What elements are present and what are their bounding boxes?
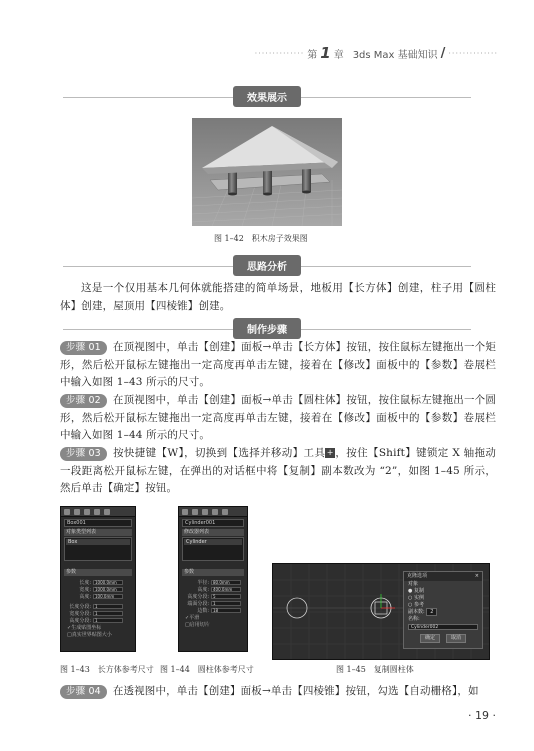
param-row: [61, 579, 135, 586]
box-params: [61, 579, 135, 638]
figure-caption-43: 图 1–43 长方体参考尺寸: [60, 665, 154, 674]
param-row: [179, 579, 247, 586]
param-field[interactable]: 1: [93, 611, 123, 616]
step-03-text-b: ，按住【Shift】键锁定 X 轴拖动一段距离松开鼠标左键，在弹出的对话框中将【复制】副本数改为 “2”，如图 1–45 所示，然后单击【确定】按钮。: [60, 447, 497, 494]
hierarchy-tab-icon[interactable]: [84, 509, 90, 515]
box-command-panel: [60, 506, 136, 652]
close-icon[interactable]: ×: [474, 573, 479, 579]
create-tab-icon[interactable]: [64, 509, 70, 515]
param-field[interactable]: 18: [211, 608, 241, 613]
param-label: 高度分段:: [187, 594, 209, 600]
motion-tab-icon[interactable]: [94, 509, 100, 515]
panel-toolbar: [179, 507, 247, 517]
param-label: 长度分段:: [69, 604, 91, 610]
modifier-list-header[interactable]: 对象类型列表: [64, 529, 132, 536]
dialog-title-bar: [404, 572, 482, 581]
param-label: 宽度:: [79, 587, 91, 593]
step-04-badge: 步骤 04: [60, 685, 107, 699]
figure-caption-44: 图 1–44 圆柱体参考尺寸: [160, 665, 254, 674]
modifier-stack[interactable]: [182, 537, 244, 561]
motion-tab-icon[interactable]: [212, 509, 218, 515]
param-field[interactable]: 1000.0mm: [93, 587, 123, 592]
figure-caption-42: 图 1–42 积木房子效果图: [214, 234, 308, 243]
param-label: 长度:: [79, 580, 91, 586]
param-label: 边数:: [197, 608, 209, 614]
chapter-title: 3ds Max 基础知识: [352, 49, 438, 61]
clone-name-input[interactable]: Cylinder002: [408, 624, 478, 630]
hierarchy-tab-icon[interactable]: [202, 509, 208, 515]
params-rollout-header[interactable]: 参数: [64, 569, 132, 576]
param-label: 半径:: [197, 580, 209, 586]
params-rollout-header[interactable]: 参数: [182, 569, 244, 576]
param-row: [61, 603, 135, 610]
page-number: · 19 ·: [468, 709, 496, 722]
checkbox-row[interactable]: ✓ 平滑: [185, 614, 200, 621]
create-tab-icon[interactable]: [182, 509, 188, 515]
checkbox-label: 真实世界贴图大小: [71, 632, 112, 638]
top-viewport[interactable]: [272, 563, 490, 660]
step-04-paragraph: [60, 683, 496, 701]
param-label: 宽度分段:: [69, 611, 91, 617]
param-label: 端面分段:: [187, 601, 209, 607]
header-dots-right: ··············: [448, 48, 498, 58]
clone-options-dialog: [403, 571, 483, 649]
object-name-field[interactable]: Cylinder001: [182, 519, 244, 527]
radio-label: 参考: [413, 602, 424, 608]
reference-radio[interactable]: ○ 参考: [408, 602, 424, 608]
param-label: 高度分段:: [69, 618, 91, 624]
param-field[interactable]: 1: [93, 604, 123, 609]
chapter-suffix: 章: [333, 49, 344, 61]
param-field[interactable]: 100.0mm: [93, 594, 123, 599]
checkbox-label: 启用切片: [189, 622, 210, 628]
param-label: 高度:: [79, 594, 91, 600]
modifier-stack[interactable]: [64, 537, 132, 561]
chapter-number: 1: [320, 44, 331, 62]
radio-label: 实例: [413, 595, 424, 601]
step-02-badge: 步骤 02: [60, 394, 107, 408]
param-row: [179, 593, 247, 600]
copies-input[interactable]: 2: [426, 608, 437, 616]
block-house-svg: [192, 118, 342, 226]
cylinder-command-panel: [178, 506, 248, 652]
panel-toolbar: [61, 507, 135, 517]
param-row: [61, 617, 135, 624]
param-field[interactable]: 400.0mm: [211, 587, 241, 592]
modify-tab-icon[interactable]: [192, 509, 198, 515]
display-tab-icon[interactable]: [104, 509, 110, 515]
modify-tab-icon[interactable]: [74, 509, 80, 515]
step-02-text: 在顶视图中，单击【创建】面板→单击【圆柱体】按钮，按住鼠标左键拖出一个圆形，然后松开鼠标左键拖出一定高度再单击左键，接着在【修改】面板中的【参数】卷展栏中输入如图 1–44 所示的尺寸。: [60, 394, 496, 441]
modifier-stack-item[interactable]: Box: [66, 539, 130, 545]
checkbox-label: 平滑: [189, 615, 200, 621]
param-field[interactable]: 1: [211, 601, 241, 606]
display-tab-icon[interactable]: [222, 509, 228, 515]
step-02-paragraph: [60, 392, 496, 445]
step-03-text-a: 按快捷键【W】，切换到【选择并移动】工具: [112, 447, 326, 459]
step-01-text: 在顶视图中，单击【创建】面板→单击【长方体】按钮，按住鼠标左键拖出一个矩形，然后松开鼠标左键拖出一定高度再单击左键，接着在【修改】面板中的【参数】卷展栏中输入如图 1–43 所示的尺寸。: [60, 341, 496, 388]
step-01-paragraph: [60, 339, 496, 392]
checkbox-row[interactable]: □ 真实世界贴图大小: [67, 631, 112, 638]
instance-radio[interactable]: ○ 实例: [408, 595, 424, 601]
ok-button[interactable]: 确定: [420, 634, 440, 643]
modifier-stack-item[interactable]: Cylinder: [184, 539, 242, 545]
step-03-badge: 步骤 03: [60, 447, 107, 461]
checkbox-row[interactable]: ✓ 生成贴图坐标: [67, 624, 102, 631]
header-bar: /: [440, 45, 446, 61]
step-04-text: 在透视图中，单击【创建】面板→单击【四棱锥】按钮，勾选【自动栅格】，如: [112, 685, 479, 697]
param-field[interactable]: 80.0mm: [211, 580, 241, 585]
param-row: [61, 586, 135, 593]
copies-label: 副本数:: [408, 609, 425, 615]
checkbox-row[interactable]: □ 启用切片: [185, 621, 210, 628]
section-effect-title: 效果展示: [233, 86, 301, 107]
radio-label: 复制: [413, 588, 424, 594]
header-dots: ··············: [254, 48, 305, 58]
chapter-prefix: 第: [307, 49, 318, 61]
param-label: 高度:: [197, 587, 209, 593]
cylinder-params: [179, 579, 247, 628]
section-analysis-title: 思路分析: [233, 255, 301, 276]
section-steps-title: 制作步骤: [233, 318, 301, 339]
block-house-render: [192, 118, 342, 226]
param-row: [179, 586, 247, 593]
param-row: [179, 600, 247, 607]
name-label: 名称:: [408, 616, 420, 622]
move-tool-icon: +: [326, 448, 334, 457]
figure-caption-45: 图 1–45 复制圆柱体: [336, 665, 414, 674]
dialog-buttons: [404, 634, 482, 643]
copy-radio[interactable]: ● 复制: [408, 588, 424, 594]
dialog-title: 克隆选项: [407, 573, 428, 579]
param-field[interactable]: 5: [211, 594, 241, 599]
param-row: [179, 607, 247, 614]
step-03-paragraph: [60, 445, 496, 498]
cancel-button[interactable]: 取消: [446, 634, 466, 643]
object-group-label: 对象: [408, 581, 419, 587]
analysis-paragraph: 这是一个仅用基本几何体就能搭建的简单场景，地板用【长方体】创建，柱子用【圆柱体】创建，屋顶用【四棱锥】创建。: [60, 282, 496, 312]
checkbox-label: 生成贴图坐标: [71, 625, 102, 631]
chapter-header: [255, 44, 498, 62]
modifier-list-header[interactable]: 修改器列表: [182, 529, 244, 536]
object-name-field[interactable]: Box001: [64, 519, 132, 527]
param-field[interactable]: 1: [93, 618, 123, 623]
param-row: [61, 593, 135, 600]
copies-row: [404, 609, 482, 616]
param-row: [61, 610, 135, 617]
step-01-badge: 步骤 01: [60, 341, 107, 355]
param-field[interactable]: 1000.0mm: [93, 580, 123, 585]
